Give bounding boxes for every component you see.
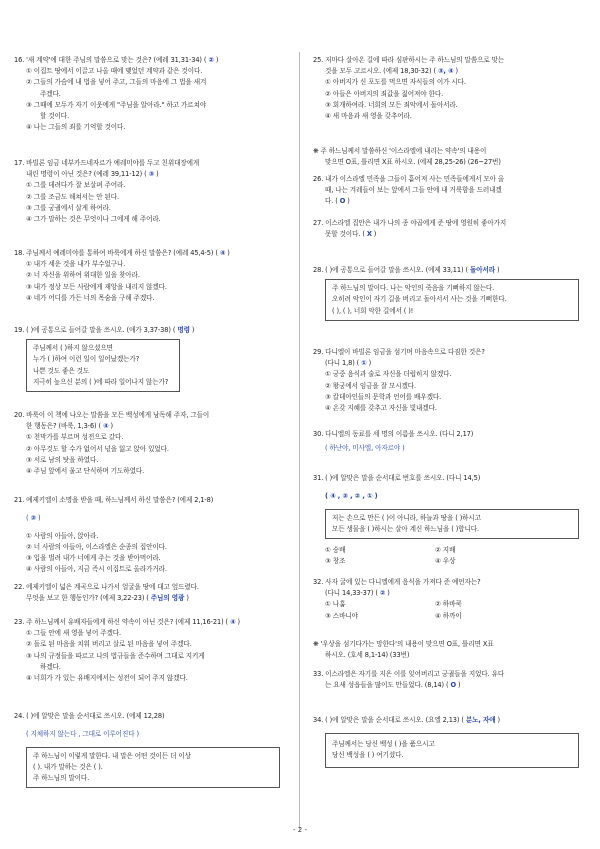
option: ④ 네가 어디를 가든 너의 목숨을 구해 주겠다. — [26, 293, 155, 302]
answer: ④ — [230, 618, 236, 626]
passage-line: 지극히 높으신 분의 ( )에 따라 일어나지 않는가? — [33, 377, 169, 386]
instruction-text: 맞으면 O표, 틀리면 X표 하시오. (에제 28,25-26) (26~27번) — [325, 158, 501, 167]
option: ③ 나의 규정들을 따르고 나의 법규들을 준수하며 그대로 지키게 — [26, 651, 205, 660]
passage-box — [325, 509, 579, 539]
question-text: 32. 사자 굴에 있는 다니엘에게 음식을 가져다 준 예언자는? — [313, 578, 481, 586]
passage-line: 주 하느님의 말이다. — [33, 774, 90, 782]
passage-box — [325, 279, 579, 321]
question-19: 19. ( )에 공통으로 들어갈 말을 쓰시오. (애가 3,37-38) ( 명령 ) 주님께서 ( )하지 않으셨으면 누가 ( )하여 이런 일이 일어났겠는가? 나쁜 것도 좋은 것도 지극히 높으신 분의 ( )에 따라 일어나지 않는가? — [14, 325, 286, 392]
question-20: 20. 바룩이 이 책에 나오는 말씀을 모든 백성에게 낭독해 주자, 그들이 한 행동은? (바룩, 1,3-6) ( ④ ) ① 천막가를 부르며 성전으로 갔다. ② 아무것도 할 수가 없어서 넋을 잃고 앉아 있었다. ③ 서로 남의 탓을 하였다. ④ 주님 앞에서 울고 단식하며 기도하였다. — [14, 410, 286, 477]
option: ① 그들 안에 새 영을 넣어 주겠다. — [26, 629, 122, 638]
option: ② 아무것도 할 수가 없어서 넋을 잃고 앉아 있었다. — [26, 444, 169, 453]
passage-line: 주 하느님이 이렇게 말한다. 내 말은 어떤 것이든 더 이상 — [33, 751, 191, 760]
option: ② 하바쿡 — [435, 600, 462, 609]
answer: X — [366, 230, 372, 239]
question-text: 18. 주님께서 예레미야를 통하여 바룩에게 하신 말씀은? (예레 45,4-5) — [14, 249, 214, 257]
option: ① 아버지가 신 포도를 먹으면 자식들의 이가 시다. — [325, 78, 466, 87]
option: ② 왕궁에서 임금을 잘 모시겠다. — [325, 381, 417, 390]
passage-box — [26, 339, 180, 392]
option: ③ 입을 벌려 내가 너에게 주는 것을 받아먹어라. — [26, 554, 161, 562]
question-28: 28. ( )에 공통으로 들어갈 말을 쓰시오. (에제 33,11) ( 돌아서라 ) 주 하느님의 말이다. 나는 악인의 죽음을 기뻐하지 않는다. 오히려 악인이 자기 길을 버리고 돌아서서 사는 것을 기뻐한다. ( ), ( ), 너희 악한 길에서 ( )! — [313, 265, 585, 321]
option: ② 너 사람의 아들아, 이스라엘은 순종의 집안이다. — [26, 542, 167, 551]
passage-box — [325, 733, 579, 767]
passage-line: ( ), ( ), 너희 악한 길에서 ( )! — [332, 306, 414, 315]
star-icon: ❋ — [313, 147, 319, 155]
option: ① 그를 데려다가 잘 보살펴 주어라. — [26, 181, 126, 190]
answer: 분노, 자애 — [465, 716, 496, 724]
page-number: - 2 - — [293, 826, 307, 834]
option: ② 아들은 아버지의 죄값을 짊어져야 한다. — [325, 89, 444, 98]
question-text: 31. ( )에 알맞은 말을 순서대로 번호를 쓰시오. (다니 14,5) — [313, 474, 481, 482]
option: ④ 우상 — [435, 557, 456, 566]
answer: 주님의 영광 — [150, 594, 185, 603]
question-text: 23. 주 하느님께서 유배자들에게 하신 약속이 아닌 것은? (에제 11,16-21) — [14, 618, 224, 626]
option: ② 돌로 된 마음을 치워 버리고 살로 된 마음을 넣어 주겠다. — [26, 640, 192, 649]
question-31 — [313, 473, 585, 567]
question-16: 16. '새 계약'에 대한 주님의 말씀으로 맞는 것은? (예레 31,31-34) ( ② ) ① 이집트 땅에서 이끌고 나올 때에 맺었던 계약과 같은 것이다. ② 그들의 가슴에 내 법을 넣어 주고, 그들의 마음에 그 법을 새겨 주겠다. ③ 그때에 모두가 자기 이웃에게 "주님을 알아라." 하고 가르쳐야 할 것이다. ④ 나는 그들의 죄를 기억할 것이다. — [14, 55, 286, 133]
answer: O — [339, 197, 346, 206]
question-text: 때, 나는 겨레들이 보는 앞에서 그들 안에 내 거룩함을 드러내겠 — [325, 186, 502, 195]
passage-box — [26, 747, 280, 789]
option: ④ 주님 앞에서 울고 단식하며 기도하였다. — [26, 467, 145, 476]
question-text: 22. 에제키엘이 넓은 계곡으로 나가서 얼굴을 땅에 대고 엎드렸다. — [14, 583, 199, 591]
question-text: (다니 1,8) — [325, 359, 355, 368]
question-text: 26. 내가 이스라엘 민족을 그들이 흩어져 사는 민족들에게서 모아 올 — [313, 175, 505, 183]
passage-line: 오히려 악인이 자기 길을 버리고 돌아서서 사는 것을 기뻐한다. — [332, 295, 507, 304]
answer: 돌아서라 — [469, 266, 496, 274]
option: ③ 회개하여라. 너희의 모든 죄악에서 돌아서라. — [325, 100, 458, 109]
option: ③ 그때에 모두가 자기 이웃에게 "주님을 알아라." 하고 가르쳐야 — [26, 100, 207, 109]
question-18: 18. 주님께서 예레미야를 통하여 바룩에게 하신 말씀은? (예레 45,4-5) ( ④ ) ① 내가 세운 것을 내가 부수었구나. ② 너 자신을 위하여 위대한 일을 찾아라. ③ 내가 정상 모든 사람에게 재앙을 내리지 않겠다. ④ 네가 어디를 가든 너의 목숨을 구해 주겠다. — [14, 248, 286, 304]
option: ② 그를 조금도 해쳐서는 안 된다. — [26, 192, 120, 201]
answer: ③ — [30, 513, 36, 522]
question-33-instruction — [313, 639, 585, 661]
option: ④ 너희가 가 있는 유배지에서는 성전이 되어 주지 않겠다. — [26, 674, 188, 683]
answer: 명령 — [177, 326, 190, 334]
option: ④ 하까이 — [435, 611, 462, 620]
question-32: 32. 사자 굴에 있는 다니엘에게 음식을 가져다 준 예언자는? (다니 14,33-37) ( ② ) ① 나훔 ② 하바쿡 ③ 스바니야 ④ 하까이 — [313, 577, 585, 622]
question-text: 는 요새 성읍들을 많이도 만들었다. (8,14) — [325, 681, 444, 690]
passage-line: 저는 손으로 만든 ( )이 아니라, 하늘과 땅을 ( )하시고 — [332, 513, 481, 522]
question-text: 내린 명령이 아닌 것은? (예레 39,11-12) — [26, 170, 143, 179]
question-text: 17. 바빌론 임금 네부카드네자르가 예레미야를 두고 친위대장에게 — [14, 159, 200, 167]
question-30: 30. 다니엘의 동료를 세 명의 이름을 쓰시오. (다니 2,17) ( 하난야, 미사엘, 아자르야 ) — [313, 429, 585, 461]
answer: 하난야, 미사엘, 아자르야 — [329, 444, 401, 453]
question-text: 무엇을 보고 한 행동인가? (에제 3,22-23) — [26, 594, 145, 603]
option: 할 것이다. — [40, 112, 70, 121]
option: ① 사람의 아들아, 앉아라. — [26, 531, 99, 540]
option: ② 그들의 가슴에 내 법을 넣어 주고, 그들의 마음에 그 법을 새겨 — [26, 78, 207, 87]
question-text: 다. — [325, 197, 334, 206]
option: ④ 사람의 아들아, 지금 즉시 이집트로 올라가거라. — [26, 565, 167, 574]
answer: ( ④ , ③ , ② , ① ) — [325, 491, 378, 500]
option: ④ 온갖 지혜를 갖추고 자신을 빛내겠다. — [325, 404, 437, 413]
answer: 지체하지 않는다 , 그대로 이루어진다 — [30, 729, 135, 738]
answer: ② — [208, 56, 214, 64]
question-23: 23. 주 하느님께서 유배자들에게 하신 약속이 아닌 것은? (에제 11,16-21) ( ④ ) ① 그들 안에 새 영을 넣어 주겠다. ② 돌로 된 마음을 치워 버리고 살로 된 마음을 넣어 주겠다. ③ 나의 규정들을 따르고 나의 법규들을 준수하며 그대로 지키게 하겠다. ④ 너희가 가 있는 유배지에서는 성전이 되어 주지 않겠다. — [14, 617, 286, 684]
option: ④ 그가 말하는 것은 무엇이나 그에게 해 주어라. — [26, 215, 161, 224]
question-text: 한 행동은? (바룩, 1,3-6) — [26, 422, 97, 431]
option: ② 지배 — [435, 546, 456, 554]
option: ① 숭배 — [325, 546, 346, 554]
question-text: 21. 예제키엘이 소명을 받을 때, 하느님께서 하신 말씀은? (에제 2,1-8) — [14, 496, 214, 504]
passage-line: 주님께서는 당신 백성 ( )을 품으시고 — [332, 740, 435, 749]
star-icon: ❋ — [313, 640, 319, 648]
question-text: 20. 바룩이 이 책에 나오는 말씀을 모든 백성에게 낭독해 주자, 그들이 — [14, 411, 210, 419]
instruction-text: '우상을 섬기다가는 망한다'의 내용이 맞으면 O표, 틀리면 X표 — [320, 640, 494, 648]
passage-line: 모든 생물을 ( )하시는 살아 계신 하느님을 ( )합니다. — [332, 524, 479, 533]
question-text: (다니 14,33-37) — [325, 589, 374, 598]
true-false-instruction — [313, 146, 585, 168]
answer: ① — [361, 359, 367, 368]
option: ④ 나는 그들의 죄를 기억할 것이다. — [26, 123, 126, 132]
answer: ④ — [219, 249, 226, 257]
question-24: 24. ( )에 알맞은 말을 순서대로 쓰시오. (에제 12,28) ( 지체하지 않는다 , 그대로 이루어진다 ) 주 하느님이 이렇게 말한다. 내 말은 어떤 것이든 더 이상 ( ). 내가 말하는 것은 ( ). 주 하느님의 말이다. — [14, 711, 286, 788]
question-21: 21. 예제키엘이 소명을 받을 때, 하느님께서 하신 말씀은? (에제 2,1-8) ( ③ ) ① 사람의 아들아, 앉아라. ② 너 사람의 아들아, 이스라엘은 순종의 집안이다. ③ 입을 벌려 내가 너에게 주는 것을 받아먹어라. ④ 사람의 아들아, 지금 즉시 이집트로 올라가거라. — [14, 495, 286, 575]
question-33: 33. 이스라엘은 자기를 지은 이를 잊어버리고 궁궐들을 지었다. 유다 는 요새 성읍들을 많이도 만들었다. (8,14) ( O ) — [313, 669, 585, 691]
column-divider — [299, 52, 300, 830]
question-text: 24. ( )에 알맞은 말을 순서대로 쓰시오. (에제 12,28) — [14, 712, 165, 720]
option: ① 천막가를 부르며 성전으로 갔다. — [26, 433, 124, 442]
question-text: 16. '새 계약'에 대한 주님의 말씀으로 맞는 것은? (예레 31,31-34) — [14, 56, 202, 64]
question-34: 34. ( )에 알맞은 말을 순서대로 쓰시오. (요엘 2,13) ( 분노, 자애 ) 주님께서는 당신 백성 ( )을 품으시고 당신 백성을 ( ) 여기셨다. — [313, 715, 585, 768]
question-text: 29. 다니엘이 바빌론 임금을 섬기며 마음속으로 다짐한 것은? — [313, 348, 485, 356]
answer: ④ — [102, 422, 109, 431]
passage-line: 주 하느님의 말이다. 나는 악인의 죽음을 기뻐하지 않는다. — [332, 284, 495, 293]
passage-line: 주님께서 ( )하지 않으셨으면 — [33, 344, 113, 353]
question-text: 27. 이스라엘 집안은 내가 나의 종 야곱에게 준 땅에 영원히 좋아가지 — [313, 219, 507, 227]
option: ③ 서로 남의 탓을 하였다. — [26, 455, 99, 464]
option-grid — [325, 545, 585, 567]
option: 주겠다. — [40, 89, 61, 98]
question-text: 34. ( )에 알맞은 말을 순서대로 쓰시오. (요엘 2,13) — [313, 716, 460, 724]
question-text: 19. ( )에 공통으로 들어갈 말을 쓰시오. (애가 3,37-38) — [14, 326, 171, 334]
option: ③ 그를 궁궐에서 살게 하여라. — [26, 203, 111, 212]
question-17: 17. 바빌론 임금 네부카드네자르가 예레미야를 두고 친위대장에게 내린 명령이 아닌 것은? (예레 39,11-12) ( ③ ) ① 그를 데려다가 잘 보살펴 주어라. ② 그를 조금도 해쳐서는 안 된다. ③ 그를 궁궐에서 살게 하여라. ④ 그가 말하는 것은 무엇이나 그에게 해 주어라. — [14, 158, 286, 225]
option: ③ 창조 — [325, 557, 346, 566]
option: 하겠다. — [40, 662, 61, 671]
question-text: 30. 다니엘의 동료를 세 명의 이름을 쓰시오. (다니 2,17) — [313, 430, 474, 438]
passage-line: 나쁜 것도 좋은 것도 — [33, 366, 90, 375]
option-grid — [325, 599, 585, 621]
instruction-text: 주 하느님께서 말씀하신 '이스라엘에 내리는 약속'의 내용이 — [320, 147, 487, 155]
option: ① 궁중 음식과 술로 자신을 더럽히지 않겠다. — [325, 370, 452, 379]
passage-line: 누가 ( )하여 이런 일이 일어났겠는가? — [33, 355, 140, 364]
answer: ② — [379, 589, 386, 598]
question-27: 27. 이스라엘 집안은 내가 나의 종 야곱에게 준 땅에 영원히 좋아가지 못할 것이다. ( X ) — [313, 218, 585, 240]
option: ① 이집트 땅에서 이끌고 나올 때에 맺었던 계약과 같은 것이다. — [26, 67, 203, 76]
option: ④ 새 마음과 새 영을 갖추어라. — [325, 112, 412, 121]
answer: ③ — [148, 170, 155, 179]
question-text: 것을 모두 고르시오. (에제 18,30-32) — [325, 67, 432, 76]
option: ① 나훔 — [325, 600, 346, 609]
option: ① 내가 세운 것을 내가 부수었구나. — [26, 260, 126, 269]
answer: ③, ④ — [437, 67, 454, 76]
question-25: 25. 저마다 살아온 길에 따라 심판하시는 주 하느님의 말씀으로 맞는 것을 모두 고르시오. (에제 18,30-32) ( ③, ④ ) ① 아버지가 신 포도를 먹으면 자식들의 이가 시다. ② 아들은 아버지의 죄값을 짊어져야 한다. ③ 회개하여라. 너희의 모든 죄악에서 돌아서라. ④ 새 마음과 새 영을 갖추어라. — [313, 55, 585, 122]
question-29: 29. 다니엘이 바빌론 임금을 섬기며 마음속으로 다짐한 것은? (다니 1,8) ( ① ) ① 궁중 음식과 술로 자신을 더럽히지 않겠다. ② 왕궁에서 임금을 잘 모시겠다. ③ 칼데아인들의 문학과 언어를 배우겠다. ④ 온갖 지혜를 갖추고 자신을 빛내겠다. — [313, 347, 585, 414]
question-22: 22. 에제키엘이 넓은 계곡으로 나가서 얼굴을 땅에 대고 엎드렸다. 무엇을 보고 한 행동인가? (에제 3,22-23) ( 주님의 영광 ) — [14, 582, 286, 604]
passage-line: 당신 백성을 ( ) 여기셨다. — [332, 751, 404, 760]
question-26: 26. 내가 이스라엘 민족을 그들이 흩어져 사는 민족들에게서 모아 올 때, 나는 겨레들이 보는 앞에서 그들 안에 내 거룩함을 드러내겠 다. ( O ) — [313, 174, 585, 208]
answer: O — [450, 681, 456, 690]
instruction-text: 하시오. (호세 8,1-14) (33번) — [325, 651, 410, 660]
question-text: 못할 것이다. — [325, 230, 361, 239]
question-text: 28. ( )에 공통으로 들어갈 말을 쓰시오. (에제 33,11) — [313, 266, 464, 274]
option: ③ 칼데아인들의 문학과 언어를 배우겠다. — [325, 392, 442, 401]
option: ③ 스바니야 — [325, 611, 358, 620]
question-text: 33. 이스라엘은 자기를 지은 이를 잊어버리고 궁궐들을 지었다. 유다 — [313, 670, 505, 678]
question-text: 25. 저마다 살아온 길에 따라 심판하시는 주 하느님의 말씀으로 맞는 — [313, 56, 505, 64]
option: ③ 내가 정상 모든 사람에게 재앙을 내리지 않겠다. — [26, 282, 167, 291]
option: ② 너 자신을 위하여 위대한 일을 찾아라. — [26, 271, 140, 280]
passage-line: ( ). 내가 말하는 것은 ( ). — [33, 762, 103, 771]
